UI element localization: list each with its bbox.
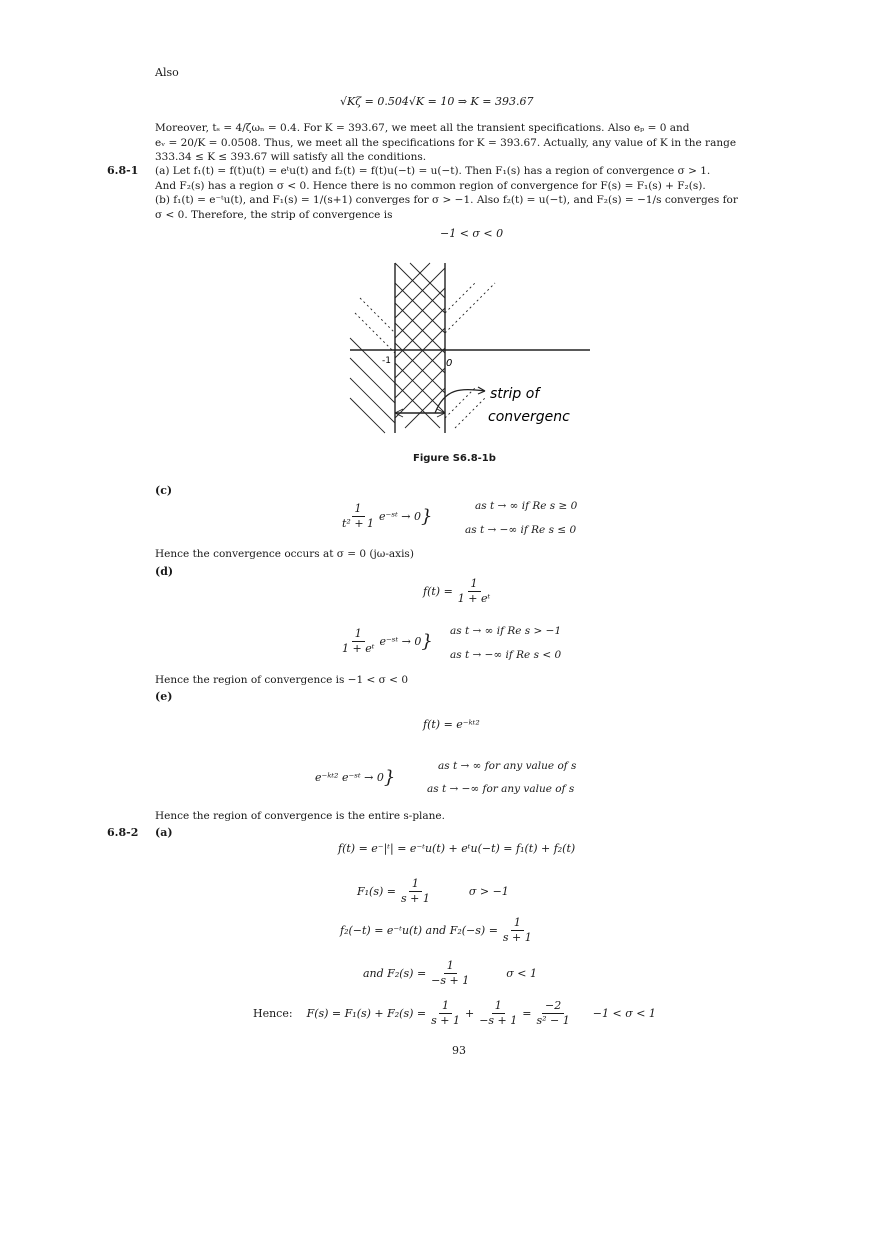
hatch-line bbox=[355, 313, 395, 353]
problem-label-6-8-1: 6.8-1 bbox=[107, 164, 139, 177]
problem-label-6-8-2: 6.8-2 bbox=[107, 826, 139, 839]
moreover-line: 333.34 ≤ K ≤ 393.67 will satisfy all the conditions. bbox=[155, 151, 427, 163]
part-d-condition-2: as t → −∞ if Re s < 0 bbox=[450, 649, 562, 661]
part-b-line: σ < 0. Therefore, the strip of convergence is bbox=[155, 208, 393, 221]
part-c-conclusion: Hence the convergence occurs at σ = 0 (jω-axis) bbox=[155, 548, 414, 560]
hatch-line bbox=[395, 288, 445, 338]
hatch-line bbox=[395, 348, 445, 398]
hatch-line bbox=[395, 383, 440, 428]
part-d-label: (d) bbox=[155, 565, 174, 578]
hatch-line bbox=[360, 298, 395, 333]
convergence-strip-figure bbox=[340, 258, 600, 438]
also-text: Also bbox=[155, 66, 179, 79]
hatch-line bbox=[445, 388, 475, 418]
part-e-expression: e⁻ᵏᵗ² e⁻ˢᵗ → 0 } bbox=[315, 767, 396, 788]
hatch-line bbox=[405, 388, 445, 428]
F-equation: Hence: F(s) = F₁(s) + F₂(s) = $\frac{1}{s + 1}$ + $\frac{1}{-s + 1}$ = $\frac{-2}{\text{s² − 1}}$ −1 < σ < 1 bbox=[253, 999, 656, 1027]
hatch-line bbox=[350, 378, 395, 423]
strip-equation: −1 < σ < 0 bbox=[440, 227, 504, 240]
part-e-condition-2: as t → −∞ for any value of s bbox=[427, 783, 575, 795]
part-c-label: (c) bbox=[155, 484, 173, 497]
fraction: $\frac{1}{\text{t² + 1}}$ bbox=[342, 502, 375, 530]
part-a-line: (a) Let f₁(t) = f(t)u(t) = eᵗu(t) and f₂(t) = f(t)u(−t) = u(−t). Then F₁(s) has a region of convergence σ > 1. bbox=[155, 165, 711, 177]
part-e-function: f(t) = e⁻ᵏᵗ² bbox=[423, 718, 480, 731]
moreover-line: eᵥ = 20/K = 0.0508. Thus, we meet all the specifications for K = 393.67. Actually, any value of K in the range bbox=[155, 136, 737, 149]
part-e-conclusion: Hence the region of convergence is the entire s-plane. bbox=[155, 810, 445, 822]
F1-equation: F₁(s) = $\frac{1}{s + 1}$ σ > −1 bbox=[357, 877, 509, 905]
brace: } bbox=[421, 506, 433, 527]
hatch-line bbox=[445, 283, 495, 333]
origin-label: 0 bbox=[446, 358, 453, 369]
moreover-paragraph bbox=[155, 121, 736, 165]
part-c-expression: $\frac{1}{\text{t² + 1}}$ e⁻ˢᵗ → 0 } bbox=[337, 503, 432, 530]
part-d-condition-1: as t → ∞ if Re s > −1 bbox=[450, 625, 562, 637]
hatch-line bbox=[395, 268, 445, 318]
minus-one-label: -1 bbox=[382, 356, 391, 366]
part-c-condition-1: as t → ∞ if Re s ≥ 0 bbox=[475, 500, 578, 512]
F2-equation: and F₂(s) = $\frac{1}{-s + 1}$ σ < 1 bbox=[363, 959, 537, 987]
annotation-curve bbox=[435, 390, 485, 413]
hatch-line bbox=[395, 328, 445, 378]
part-d-expression: $\frac{1}{\text{1 + eᵗ}}$ e⁻ˢᵗ → 0 } bbox=[342, 627, 433, 655]
hatch-line bbox=[395, 368, 445, 418]
annotation-strip-of: strip of bbox=[490, 386, 540, 402]
k-equation: √Kζ = 0.504√K = 10 ⇒ K = 393.67 bbox=[340, 95, 534, 108]
part-e-condition-1: as t → ∞ for any value of s bbox=[438, 760, 577, 772]
f2-equation: f₂(−t) = e⁻ᵗu(t) and F₂(−s) = $\frac{1}{s + 1}$ bbox=[340, 916, 532, 944]
part-b-line: (b) f₁(t) = e⁻ᵗu(t), and F₁(s) = 1/(s+1) converges for σ > −1. Also f₂(t) = u(−t), and F₂(s) = −1/s converges for bbox=[155, 194, 738, 206]
part-d-conclusion: Hence the region of convergence is −1 < σ < 0 bbox=[155, 674, 408, 686]
part-a-line: And F₂(s) has a region σ < 0. Hence there is no common region of convergence for F(s) = F₁(s) + F₂(s). bbox=[155, 179, 706, 192]
figure-caption: Figure S6.8-1b bbox=[413, 453, 496, 464]
annotation-convergence: convergenc bbox=[488, 409, 570, 425]
hatch-line bbox=[445, 283, 475, 313]
part-d-function: f(t) = $\frac{1}{\text{1 + eᵗ}}$ bbox=[423, 577, 491, 605]
part-c-condition-2: as t → −∞ if Re s ≤ 0 bbox=[465, 524, 577, 536]
page-number: 93 bbox=[452, 1044, 466, 1057]
part-e-label: (e) bbox=[155, 690, 173, 703]
hatch-line bbox=[455, 398, 485, 428]
part-a-label: (a) bbox=[155, 826, 173, 839]
f-equation: f(t) = e⁻|ᵗ| = e⁻ᵗu(t) + eᵗu(−t) = f₁(t) + f₂(t) bbox=[338, 842, 576, 855]
hatch-line bbox=[395, 263, 445, 313]
part-a-paragraph bbox=[155, 164, 738, 222]
moreover-line: Moreover, tₛ = 4/ζωₙ = 0.4. For K = 393.67, we meet all the transient specifications. Also eₚ = 0 and bbox=[155, 122, 690, 134]
hatch-line bbox=[350, 398, 385, 433]
